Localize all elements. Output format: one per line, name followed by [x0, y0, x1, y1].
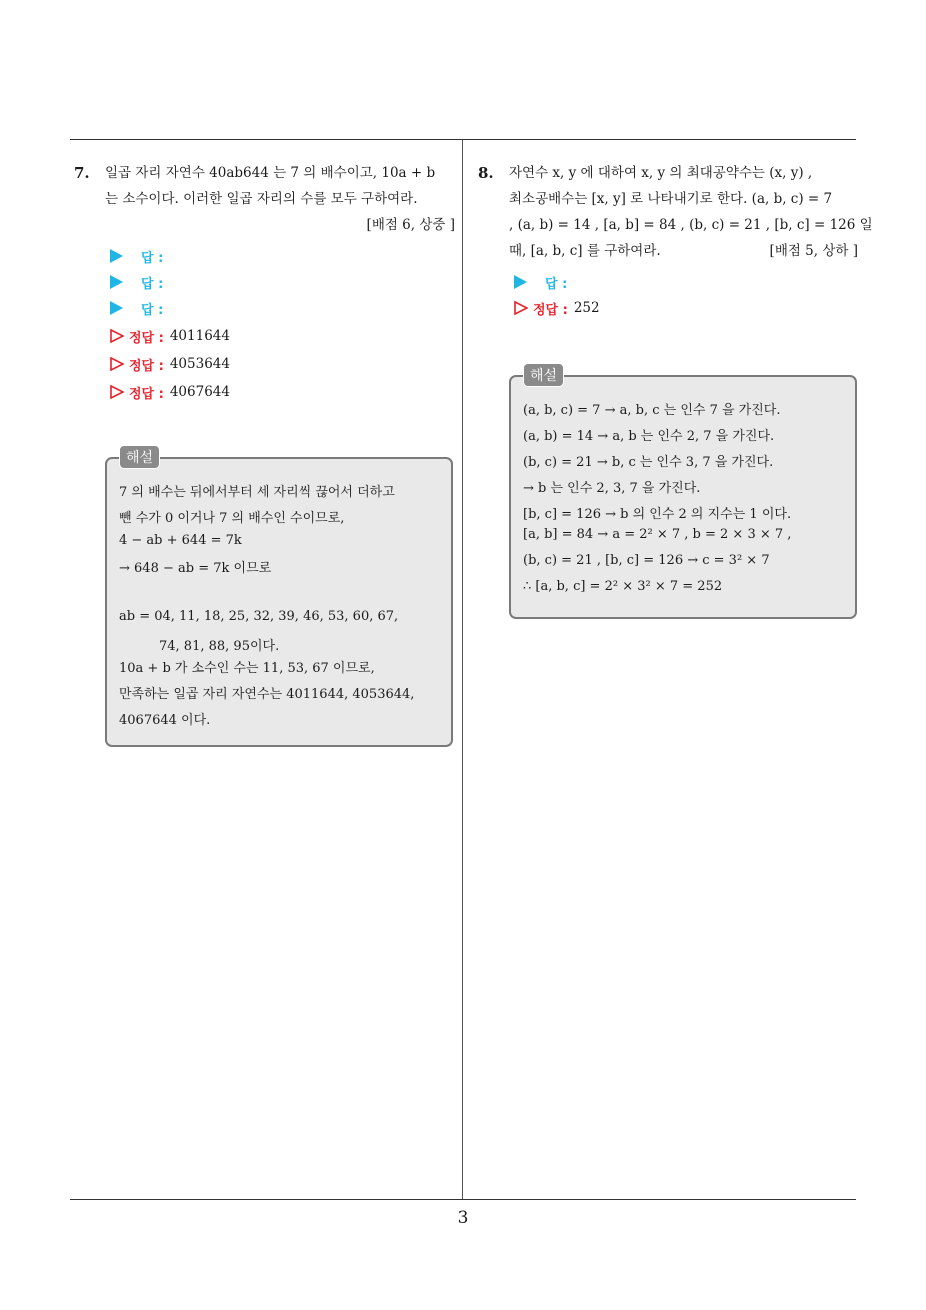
question-text — [509, 160, 873, 264]
correct-answer: 4067644 — [169, 384, 230, 400]
answer-row — [514, 268, 600, 296]
correct-answer-row — [110, 350, 230, 378]
correct-label: 정답 : — [129, 358, 164, 374]
question-line — [509, 238, 858, 264]
answer-row — [110, 242, 230, 270]
solution-line: 10a + b 가 소수인 수는 11, 53, 67 이므로, — [119, 661, 375, 676]
question-line: 최소공배수는 [x, y] 로 나타내기로 한다. (a, b, c) = 7 — [509, 191, 833, 207]
question-number: 8. — [478, 164, 494, 182]
correct-answer-row — [110, 378, 230, 406]
solution-line: → 648 − ab = 7k 이므로 — [119, 561, 272, 576]
column-divider — [462, 140, 463, 1200]
correct-answer-row — [110, 322, 230, 350]
play-icon — [514, 275, 527, 289]
question-line: 자연수 x, y 에 대하여 x, y 의 최대공약수는 (x, y) , — [509, 165, 813, 181]
correct-answer: 4011644 — [169, 328, 230, 344]
correct-answer-row — [514, 294, 600, 322]
solution-line: (a, b, c) = 7 → a, b, c 는 인수 7 을 가진다. — [523, 403, 781, 418]
solution-line: [a, b] = 84 → a = 2² × 7 , b = 2 × 3 × 7 , — [523, 527, 792, 542]
solution-line: ab = 04, 11, 18, 25, 32, 39, 46, 53, 60, 67, — [119, 609, 399, 624]
score-label: [배점 5, 상하 ] — [769, 243, 858, 259]
question-line: 는 소수이다. 이러한 일곱 자리의 수를 모두 구하여라. — [105, 191, 418, 207]
answer-label: 답 : — [141, 302, 164, 318]
correct-label: 정답 : — [129, 386, 164, 402]
correct-answer: 4053644 — [169, 356, 230, 372]
solution-box — [509, 375, 857, 619]
answer-block — [514, 268, 600, 322]
outline-triangle-icon — [110, 357, 124, 371]
page-number: 3 — [457, 1208, 469, 1228]
outline-triangle-icon — [110, 385, 124, 399]
correct-label: 정답 : — [533, 302, 568, 318]
play-icon — [110, 275, 123, 289]
solution-tag: 해설 — [119, 445, 160, 469]
solution-line: → b 는 인수 2, 3, 7 을 가진다. — [523, 481, 701, 496]
answer-label: 답 : — [141, 250, 164, 266]
answer-label: 답 : — [141, 276, 164, 292]
solution-line: 74, 81, 88, 95이다. — [159, 639, 280, 654]
bottom-rule — [70, 1199, 856, 1200]
play-icon — [110, 249, 123, 263]
solution-line: 4067644 이다. — [119, 713, 211, 728]
question-text — [105, 160, 455, 238]
score-label: [배점 6, 상중 ] — [366, 217, 455, 233]
question-line-text: 때, [a, b, c] 를 구하여라. — [509, 243, 661, 259]
answer-label: 답 : — [545, 276, 568, 292]
solution-line: 뺀 수가 0 이거나 7 의 배수인 수이므로, — [119, 511, 345, 526]
outline-triangle-icon — [514, 301, 528, 315]
question-line: 일곱 자리 자연수 40ab644 는 7 의 배수이고, 10a + b — [105, 165, 436, 181]
correct-label: 정답 : — [129, 330, 164, 346]
solution-box — [105, 457, 453, 747]
play-icon — [110, 301, 123, 315]
outline-triangle-icon — [110, 329, 124, 343]
solution-line: (a, b) = 14 → a, b 는 인수 2, 7 을 가진다. — [523, 429, 775, 444]
solution-line: 4 − ab + 644 = 7k — [119, 533, 242, 548]
solution-tag: 해설 — [523, 363, 564, 387]
solution-line: (b, c) = 21 → b, c 는 인수 3, 7 을 가진다. — [523, 455, 774, 470]
solution-line: [b, c] = 126 → b 의 인수 2 의 지수는 1 이다. — [523, 507, 792, 522]
question-line: , (a, b) = 14 , [a, b] = 84 , (b, c) = 21 , [b, c] = 126 일 — [509, 217, 873, 233]
question-number: 7. — [74, 164, 90, 182]
solution-line: 만족하는 일곱 자리 자연수는 4011644, 4053644, — [119, 687, 415, 702]
answer-row — [110, 294, 230, 322]
top-rule — [70, 139, 856, 140]
solution-line: (b, c) = 21 , [b, c] = 126 → c = 3² × 7 — [523, 553, 770, 568]
solution-line: 7 의 배수는 뒤에서부터 세 자리씩 끊어서 더하고 — [119, 485, 395, 500]
answer-row — [110, 268, 230, 296]
solution-line: ∴ [a, b, c] = 2² × 3² × 7 = 252 — [523, 579, 723, 594]
answer-block — [110, 242, 230, 406]
correct-answer: 252 — [573, 300, 600, 316]
